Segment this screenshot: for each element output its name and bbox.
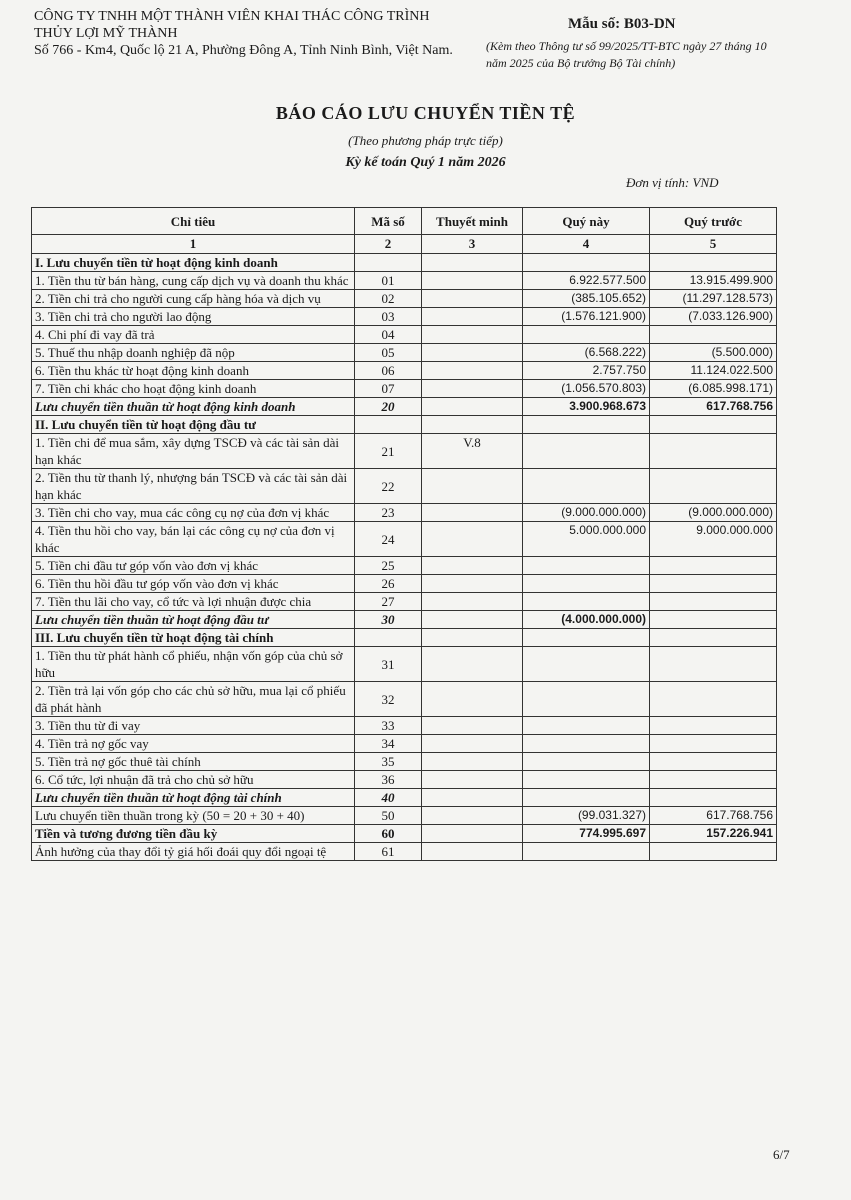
row-note <box>422 843 523 861</box>
row-note <box>422 753 523 771</box>
row-label: 4. Chi phí đi vay đã trả <box>32 326 355 344</box>
row-current-value <box>523 593 650 611</box>
row-previous-value: 617.768.756 <box>650 807 777 825</box>
row-current-value: 5.000.000.000 <box>523 522 650 557</box>
row-previous-value <box>650 843 777 861</box>
row-code: 01 <box>355 272 422 290</box>
table-row <box>32 807 777 825</box>
row-code: 25 <box>355 557 422 575</box>
company-name-line2: THỦY LỢI MỸ THÀNH <box>34 26 178 41</box>
row-label: 3. Tiền chi trả cho người lao động <box>32 308 355 326</box>
row-label: II. Lưu chuyển tiền từ hoạt động đầu tư <box>32 416 355 434</box>
row-current-value <box>523 717 650 735</box>
row-code: 05 <box>355 344 422 362</box>
company-address: Số 766 - Km4, Quốc lộ 21 A, Phường Đông A, Tỉnh Ninh Bình, Việt Nam. <box>34 43 453 58</box>
page-number: 6/7 <box>773 1147 790 1162</box>
row-previous-value <box>650 575 777 593</box>
form-code: Mẫu số: B03-DN <box>568 16 676 32</box>
row-current-value <box>523 753 650 771</box>
report-period: Kỳ kế toán Quý 1 năm 2026 <box>345 155 506 170</box>
row-note <box>422 272 523 290</box>
currency-unit: Đơn vị tính: VND <box>626 175 719 190</box>
row-current-value <box>523 416 650 434</box>
row-label: 6. Tiền thu hồi đầu tư góp vốn vào đơn vị khác <box>32 575 355 593</box>
cash-flow-table <box>31 207 777 861</box>
table-row <box>32 647 777 682</box>
row-code: 60 <box>355 825 422 843</box>
row-current-value: (6.568.222) <box>523 344 650 362</box>
row-previous-value <box>650 593 777 611</box>
report-method: (Theo phương pháp trực tiếp) <box>348 133 503 148</box>
row-note <box>422 504 523 522</box>
section-row <box>32 416 777 434</box>
row-current-value: 2.757.750 <box>523 362 650 380</box>
company-block <box>34 8 474 59</box>
row-code: 24 <box>355 522 422 557</box>
column-index-row <box>32 235 777 254</box>
row-previous-value: 9.000.000.000 <box>650 522 777 557</box>
row-label: 6. Tiền thu khác từ hoạt động kinh doanh <box>32 362 355 380</box>
row-current-value: (9.000.000.000) <box>523 504 650 522</box>
row-code: 27 <box>355 593 422 611</box>
row-current-value: (385.105.652) <box>523 290 650 308</box>
column-index: 1 <box>32 235 355 254</box>
row-previous-value: 157.226.941 <box>650 825 777 843</box>
row-code: 26 <box>355 575 422 593</box>
row-note <box>422 575 523 593</box>
row-note <box>422 362 523 380</box>
form-note: (Kèm theo Thông tư số 99/2025/TT-BTC ngày 27 tháng 10 năm 2025 của Bộ trưởng Bộ Tài chính) <box>486 39 767 70</box>
row-note <box>422 308 523 326</box>
row-current-value <box>523 575 650 593</box>
row-current-value <box>523 647 650 682</box>
row-code: 30 <box>355 611 422 629</box>
row-label: 4. Tiền thu hồi cho vay, bán lại các công cụ nợ của đơn vị khác <box>32 522 355 557</box>
row-current-value <box>523 557 650 575</box>
table-row <box>32 843 777 861</box>
row-previous-value <box>650 789 777 807</box>
row-label: 2. Tiền chi trả cho người cung cấp hàng hóa và dịch vụ <box>32 290 355 308</box>
row-current-value <box>523 326 650 344</box>
row-note <box>422 326 523 344</box>
row-label: 7. Tiền chi khác cho hoạt động kinh doanh <box>32 380 355 398</box>
row-label: 1. Tiền thu từ phát hành cổ phiếu, nhận vốn góp của chủ sở hữu <box>32 647 355 682</box>
table-row <box>32 593 777 611</box>
row-note <box>422 380 523 398</box>
row-note <box>422 254 523 272</box>
row-label: Lưu chuyển tiền thuần trong kỳ (50 = 20 + 30 + 40) <box>32 807 355 825</box>
table-row <box>32 469 777 504</box>
row-label: 2. Tiền thu từ thanh lý, nhượng bán TSCĐ và các tài sản dài hạn khác <box>32 469 355 504</box>
row-label: Tiền và tương đương tiền đầu kỳ <box>32 825 355 843</box>
row-note <box>422 717 523 735</box>
row-previous-value <box>650 469 777 504</box>
row-code: 22 <box>355 469 422 504</box>
row-label: I. Lưu chuyển tiền từ hoạt động kinh doanh <box>32 254 355 272</box>
row-note <box>422 611 523 629</box>
section-row <box>32 629 777 647</box>
header-indicator: Chỉ tiêu <box>32 208 355 235</box>
row-code: 36 <box>355 771 422 789</box>
row-current-value <box>523 789 650 807</box>
row-previous-value: 11.124.022.500 <box>650 362 777 380</box>
row-previous-value <box>650 753 777 771</box>
row-note <box>422 469 523 504</box>
row-code: 50 <box>355 807 422 825</box>
row-code: 06 <box>355 362 422 380</box>
table-row <box>32 380 777 398</box>
row-current-value <box>523 843 650 861</box>
table-row <box>32 735 777 753</box>
table-row <box>32 753 777 771</box>
row-note <box>422 593 523 611</box>
row-note <box>422 344 523 362</box>
column-index: 5 <box>650 235 777 254</box>
table-row <box>32 362 777 380</box>
column-index: 3 <box>422 235 523 254</box>
row-current-value: 6.922.577.500 <box>523 272 650 290</box>
row-current-value: 774.995.697 <box>523 825 650 843</box>
table-row <box>32 504 777 522</box>
row-note <box>422 771 523 789</box>
row-note <box>422 735 523 753</box>
table-row <box>32 308 777 326</box>
row-label: III. Lưu chuyển tiền từ hoạt động tài chính <box>32 629 355 647</box>
row-label: 3. Tiền thu từ đi vay <box>32 717 355 735</box>
header-current-quarter: Quý này <box>523 208 650 235</box>
row-code <box>355 254 422 272</box>
column-index: 2 <box>355 235 422 254</box>
row-note <box>422 557 523 575</box>
table-row <box>32 290 777 308</box>
row-code: 21 <box>355 434 422 469</box>
row-label: 2. Tiền trả lại vốn góp cho các chủ sở hữu, mua lại cổ phiếu đã phát hành <box>32 682 355 717</box>
subtotal-row <box>32 789 777 807</box>
table-row <box>32 717 777 735</box>
row-label: Ảnh hưởng của thay đổi tỷ giá hối đoái quy đổi ngoại tệ <box>32 843 355 861</box>
row-label: Lưu chuyển tiền thuần từ hoạt động đầu tư <box>32 611 355 629</box>
row-label: 5. Tiền trả nợ gốc thuê tài chính <box>32 753 355 771</box>
row-current-value: (1.576.121.900) <box>523 308 650 326</box>
row-previous-value <box>650 254 777 272</box>
row-previous-value <box>650 717 777 735</box>
row-label: 1. Tiền chi để mua sắm, xây dựng TSCĐ và các tài sản dài hạn khác <box>32 434 355 469</box>
row-code: 32 <box>355 682 422 717</box>
row-note <box>422 807 523 825</box>
row-code: 34 <box>355 735 422 753</box>
row-label: Lưu chuyển tiền thuần từ hoạt động kinh doanh <box>32 398 355 416</box>
row-note <box>422 825 523 843</box>
row-code <box>355 629 422 647</box>
report-title: BÁO CÁO LƯU CHUYỂN TIỀN TỆ <box>275 103 576 123</box>
row-current-value <box>523 469 650 504</box>
row-previous-value <box>650 326 777 344</box>
section-row <box>32 254 777 272</box>
row-label: 5. Thuế thu nhập doanh nghiệp đã nộp <box>32 344 355 362</box>
row-note <box>422 682 523 717</box>
row-previous-value <box>650 557 777 575</box>
row-label: 7. Tiền thu lãi cho vay, cổ tức và lợi nhuận được chia <box>32 593 355 611</box>
table-row <box>32 825 777 843</box>
header-previous-quarter: Quý trước <box>650 208 777 235</box>
row-note <box>422 647 523 682</box>
header-note: Thuyết minh <box>422 208 523 235</box>
company-name-line1: CÔNG TY TNHH MỘT THÀNH VIÊN KHAI THÁC CÔNG TRÌNH <box>34 9 430 24</box>
table-row <box>32 344 777 362</box>
row-note: V.8 <box>422 434 523 469</box>
row-previous-value <box>650 629 777 647</box>
row-current-value <box>523 771 650 789</box>
row-current-value <box>523 254 650 272</box>
row-previous-value: (9.000.000.000) <box>650 504 777 522</box>
row-previous-value <box>650 647 777 682</box>
row-previous-value: (6.085.998.171) <box>650 380 777 398</box>
row-previous-value <box>650 611 777 629</box>
table-row <box>32 272 777 290</box>
row-note <box>422 629 523 647</box>
row-code: 35 <box>355 753 422 771</box>
table-row <box>32 326 777 344</box>
row-code: 20 <box>355 398 422 416</box>
row-note <box>422 416 523 434</box>
column-index: 4 <box>523 235 650 254</box>
row-code: 23 <box>355 504 422 522</box>
row-code: 40 <box>355 789 422 807</box>
row-code: 03 <box>355 308 422 326</box>
row-note <box>422 789 523 807</box>
row-previous-value <box>650 416 777 434</box>
row-previous-value: 13.915.499.900 <box>650 272 777 290</box>
table-row <box>32 575 777 593</box>
row-current-value: (4.000.000.000) <box>523 611 650 629</box>
row-previous-value <box>650 434 777 469</box>
row-label: 3. Tiền chi cho vay, mua các công cụ nợ của đơn vị khác <box>32 504 355 522</box>
table-row <box>32 557 777 575</box>
row-note <box>422 522 523 557</box>
row-code: 33 <box>355 717 422 735</box>
table-row <box>32 522 777 557</box>
row-previous-value <box>650 682 777 717</box>
row-label: 1. Tiền thu từ bán hàng, cung cấp dịch vụ và doanh thu khác <box>32 272 355 290</box>
row-current-value <box>523 682 650 717</box>
row-code: 61 <box>355 843 422 861</box>
table-row <box>32 682 777 717</box>
row-label: 6. Cổ tức, lợi nhuận đã trả cho chủ sở hữu <box>32 771 355 789</box>
row-previous-value: (7.033.126.900) <box>650 308 777 326</box>
table-row <box>32 771 777 789</box>
row-label: 4. Tiền trả nợ gốc vay <box>32 735 355 753</box>
row-current-value <box>523 735 650 753</box>
row-previous-value <box>650 771 777 789</box>
table-header-row <box>32 208 777 235</box>
row-label: 5. Tiền chi đầu tư góp vốn vào đơn vị khác <box>32 557 355 575</box>
header-code: Mã số <box>355 208 422 235</box>
row-note <box>422 290 523 308</box>
row-current-value: (1.056.570.803) <box>523 380 650 398</box>
row-note <box>422 398 523 416</box>
row-code: 02 <box>355 290 422 308</box>
subtotal-row <box>32 611 777 629</box>
row-current-value: (99.031.327) <box>523 807 650 825</box>
row-previous-value <box>650 735 777 753</box>
row-code: 31 <box>355 647 422 682</box>
row-previous-value: (11.297.128.573) <box>650 290 777 308</box>
row-code: 07 <box>355 380 422 398</box>
row-current-value <box>523 629 650 647</box>
row-code: 04 <box>355 326 422 344</box>
subtotal-row <box>32 398 777 416</box>
row-label: Lưu chuyển tiền thuần từ hoạt động tài chính <box>32 789 355 807</box>
row-code <box>355 416 422 434</box>
row-previous-value: (5.500.000) <box>650 344 777 362</box>
table-row <box>32 434 777 469</box>
row-current-value <box>523 434 650 469</box>
row-previous-value: 617.768.756 <box>650 398 777 416</box>
row-current-value: 3.900.968.673 <box>523 398 650 416</box>
